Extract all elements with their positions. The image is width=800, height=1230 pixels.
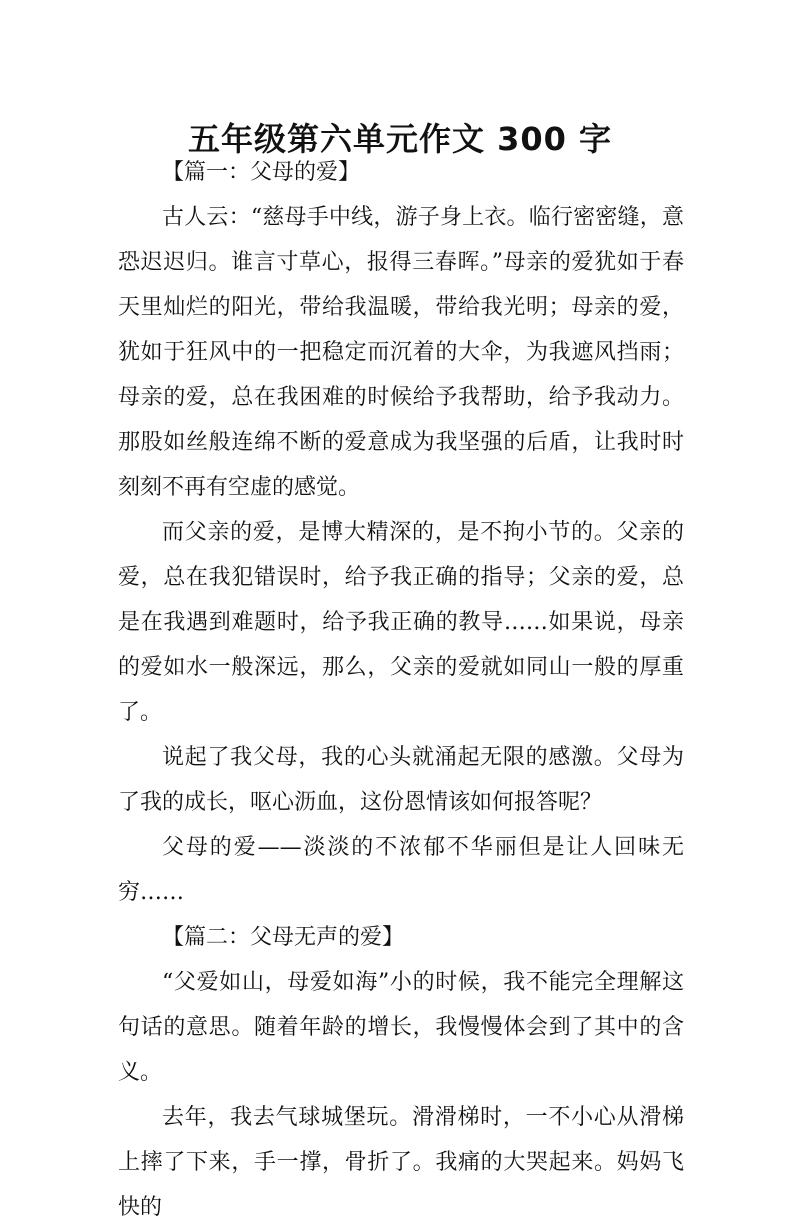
paragraph: 古人云：“慈母手中线，游子身上衣。临行密密缝，意恐迟迟归。谁言寸草心，报得三春晖。”母亲的爱犹如于春天里灿烂的阳光，带给我温暖，带给我光明；母亲的爱，犹如于狂风中的一把稳定而沉着的大伞，为我遮风挡雨；母亲的爱，总在我困难的时候给予我帮助，给予我动力。那股如丝般连绵不断的爱意成为我坚强的后盾，让我时时刻刻不再有空虚的感觉。	[118, 205, 684, 500]
document-title: 五年级第六单元作文 300 字	[187, 120, 613, 159]
paragraph: 说起了我父母，我的心头就涌起无限的感激。父母为了我的成长，呕心沥血，这份恩情该如何报答呢？	[118, 745, 684, 815]
section-heading-2: 【篇二：父母无声的爱】	[162, 925, 405, 950]
document-body	[118, 150, 684, 1230]
section-heading-1: 【篇一：父母的爱】	[162, 160, 361, 185]
paragraph: 而父亲的爱，是博大精深的，是不拘小节的。父亲的爱，总在我犯错误时，给予我正确的指导；父亲的爱，总是在我遇到难题时，给予我正确的教导……如果说，母亲的爱如水一般深远，那么，父亲的爱就如同山一般的厚重了。	[118, 520, 684, 725]
paragraph: 去年，我去气球城堡玩。滑滑梯时，一不小心从滑梯上摔了下来，手一撑，骨折了。我痛的大哭起来。妈妈飞快的	[118, 1105, 684, 1220]
paragraph: “父爱如山，母爱如海”小的时候，我不能完全理解这句话的意思。随着年龄的增长，我慢慢体会到了其中的含义。	[118, 970, 684, 1085]
paragraph: 父母的爱——淡淡的不浓郁不华丽但是让人回味无穷……	[118, 835, 684, 905]
